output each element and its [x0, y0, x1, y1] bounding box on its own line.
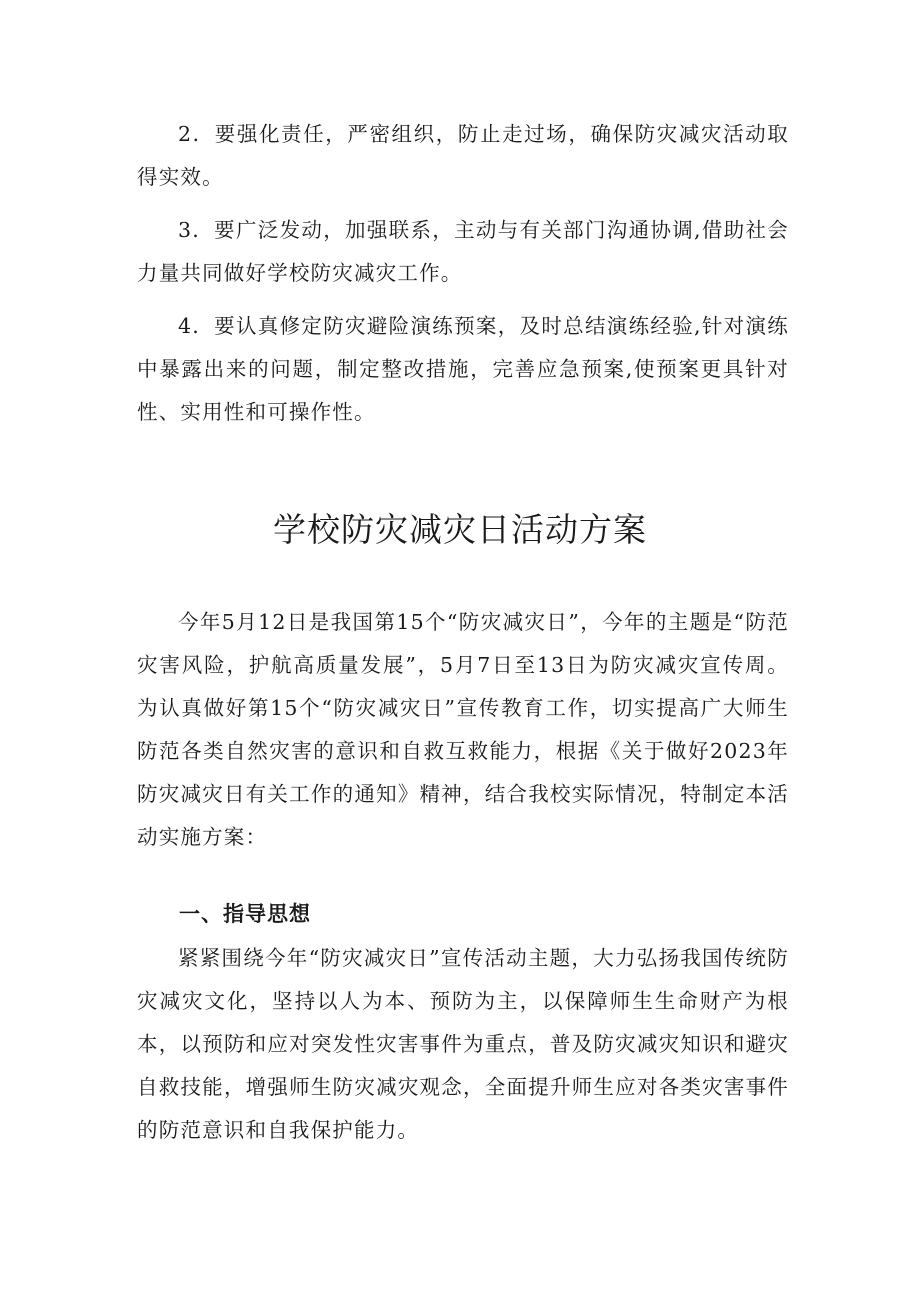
list-item-3: 3．要广泛发动，加强联系，主动与有关部门沟通协调,借助社会力量共同做好学校防灾减灾工作。 [137, 218, 789, 285]
list-item-4: 4．要认真修定防灾避险演练预案，及时总结演练经验,针对演练中暴露出来的问题，制定整改措施，完善应急预案,使预案更具针对性、实用性和可操作性。 [137, 314, 789, 424]
intro-paragraph: 今年5月12日是我国第15个“防灾减灾日”，今年的主题是“防范灾害风险，护航高质量发展”，5月7日至13日为防灾减灾宣传周。为认真做好第15个“防灾减灾日”宣传教育工作，切实提高广大师生防范各类自然灾害的意识和自救互救能力，根据《关于做好2023年防灾减灾日有关工作的通知》精神，结合我校实际情况，特制定本活动实施方案： [137, 610, 789, 849]
document-title: 学校防灾减灾日活动方案 [273, 510, 647, 549]
section-paragraph: 紧紧围绕今年“防灾减灾日”宣传活动主题，大力弘扬我国传统防灾减灾文化，坚持以人为本、预防为主，以保障师生生命财产为根本，以预防和应对突发性灾害事件为重点，普及防灾减灾知识和避灾自救技能，增强师生防灾减灾观念，全面提升师生应对各类灾害事件的防范意识和自我保护能力。 [137, 946, 789, 1142]
section-heading-guiding-ideology: 一、指导思想 [179, 902, 311, 926]
list-item-2: 2．要强化责任，严密组织，防止走过场，确保防灾减灾活动取得实效。 [137, 122, 789, 189]
